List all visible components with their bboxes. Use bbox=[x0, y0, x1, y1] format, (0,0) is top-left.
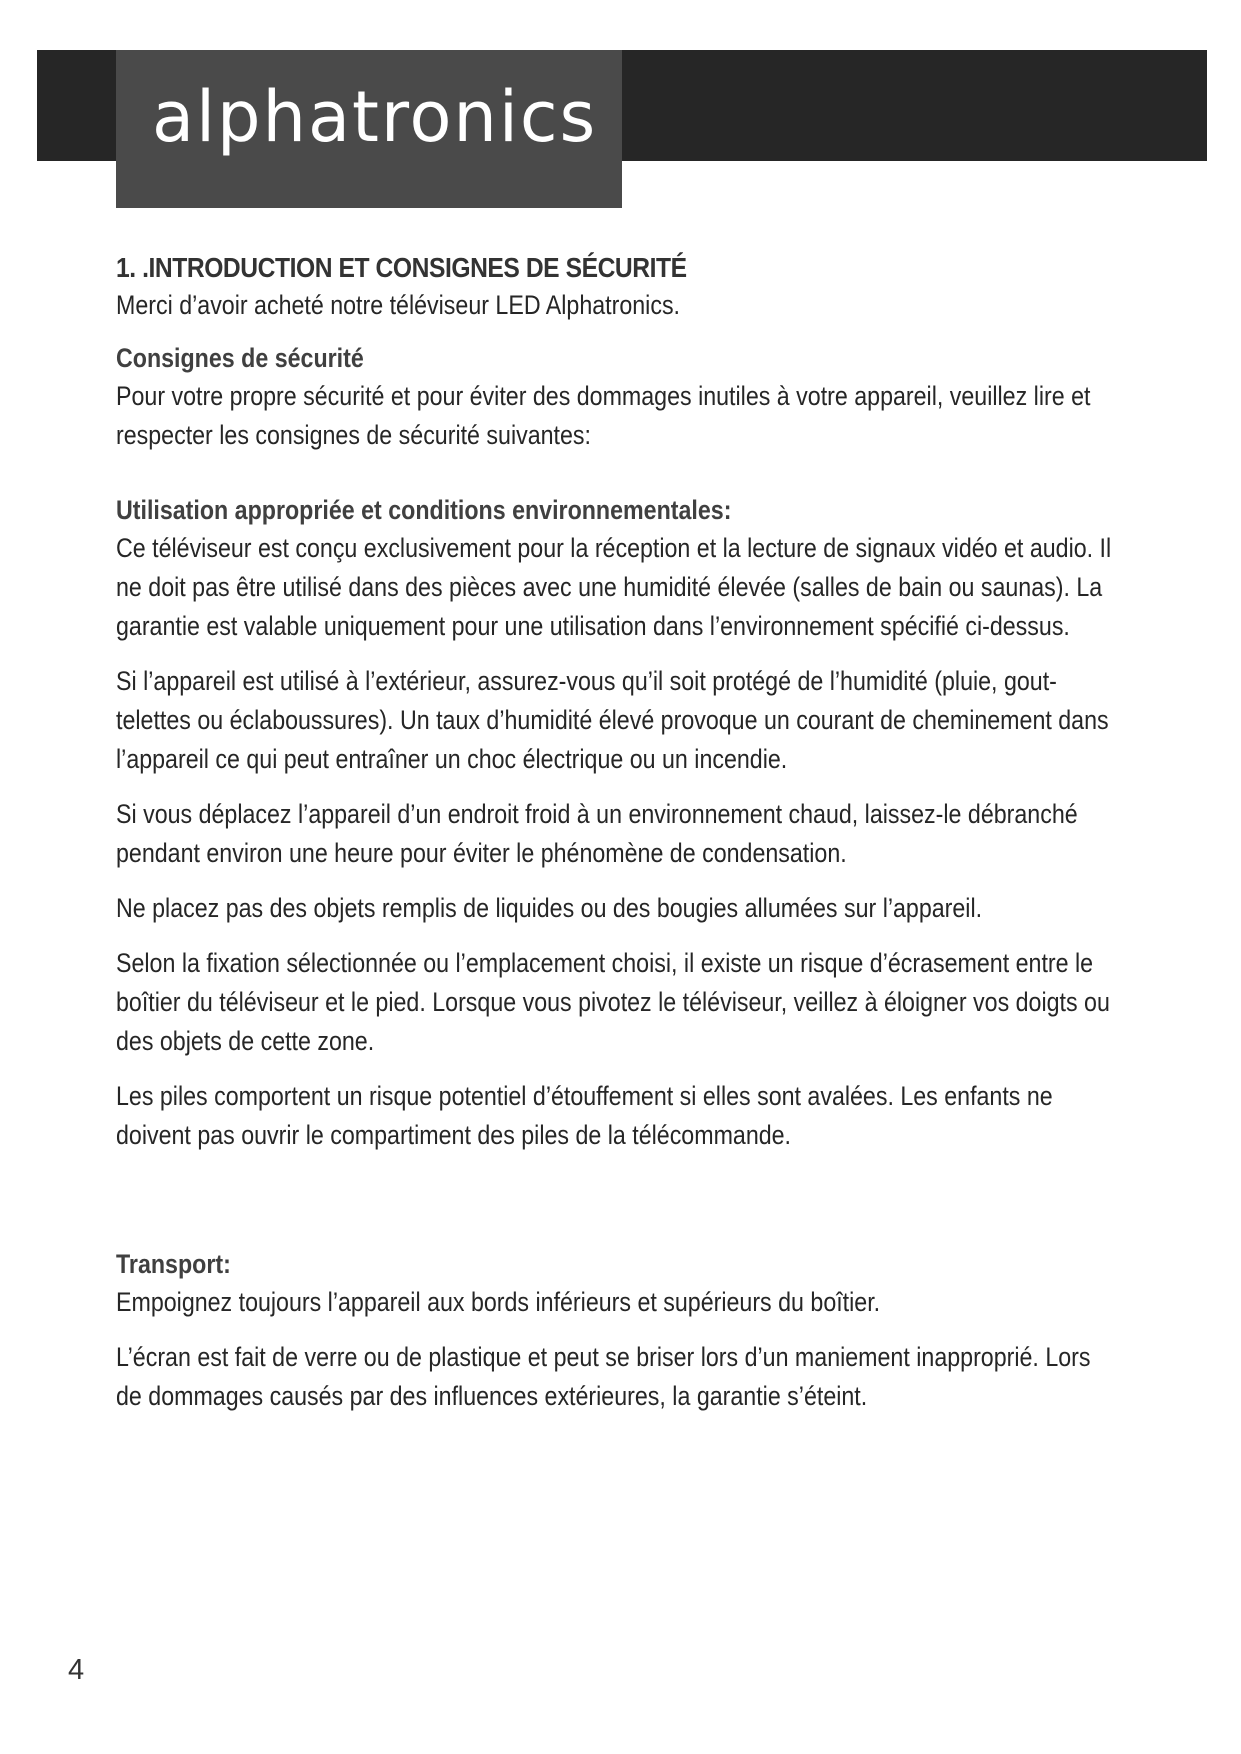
usage-paragraph: Ne placez pas des objets remplis de liquides ou des bougies allumées sur l’appareil. bbox=[116, 893, 983, 923]
usage-paragraph: Ce téléviseur est conçu exclusivement pour la réception et la lecture de signaux vidéo et audio. Il ne doit pas être utilisé dans des pièces avec une humidité élevée (salles de bain ou saunas). La garantie est valable uniquement pour une utilisation dans l’environnement spécifié ci-dessus. bbox=[116, 533, 1112, 641]
section-title: 1. .INTRODUCTION ET CONSIGNES DE SÉCURITÉ bbox=[116, 252, 687, 283]
page-content bbox=[116, 250, 1146, 1416]
brand-logo: alphatronics bbox=[152, 76, 598, 158]
transport-paragraph: L’écran est fait de verre ou de plastique et peut se briser lors d’un maniement inapproprié. Lors de dommages causés par des influences extérieures, la garantie s’éteint. bbox=[116, 1342, 1091, 1411]
transport-heading: Transport: bbox=[116, 1249, 231, 1279]
transport-paragraph: Empoignez toujours l’appareil aux bords inférieurs et supérieurs du boîtier. bbox=[116, 1287, 881, 1317]
usage-paragraph: Si l’appareil est utilisé à l’extérieur, assurez-vous qu’il soit protégé de l’humidité (pluie, gouttelettes ou éclaboussures). Un taux d’humidité élevé provoque un courant de cheminement dans l’appareil ce qui peut entraîner un choc électrique ou un incendie. bbox=[116, 666, 1109, 774]
usage-paragraph: Selon la fixation sélectionnée ou l’emplacement choisi, il existe un risque d’écrasement entre le boîtier du téléviseur et le pied. Lorsque vous pivotez le téléviseur, veillez à éloigner vos doigts ou des objets de cette zone. bbox=[116, 948, 1110, 1056]
usage-paragraph: Les piles comportent un risque potentiel d’étouffement si elles sont avalées. Les enfants ne doivent pas ouvrir le compartiment des piles de la télécommande. bbox=[116, 1081, 1053, 1150]
safety-heading: Consignes de sécurité bbox=[116, 343, 364, 373]
page-number: 4 bbox=[68, 1654, 85, 1686]
safety-text: Pour votre propre sécurité et pour éviter des dommages inutiles à votre appareil, veuillez lire et respecter les consignes de sécurité suivantes: bbox=[116, 381, 1091, 450]
usage-paragraph: Si vous déplacez l’appareil d’un endroit froid à un environnement chaud, laissez-le débranché pendant environ une heure pour éviter le phénomène de condensation. bbox=[116, 799, 1078, 868]
intro-thanks: Merci d’avoir acheté notre téléviseur LED Alphatronics. bbox=[116, 290, 681, 320]
usage-heading: Utilisation appropriée et conditions environnementales: bbox=[116, 495, 732, 525]
